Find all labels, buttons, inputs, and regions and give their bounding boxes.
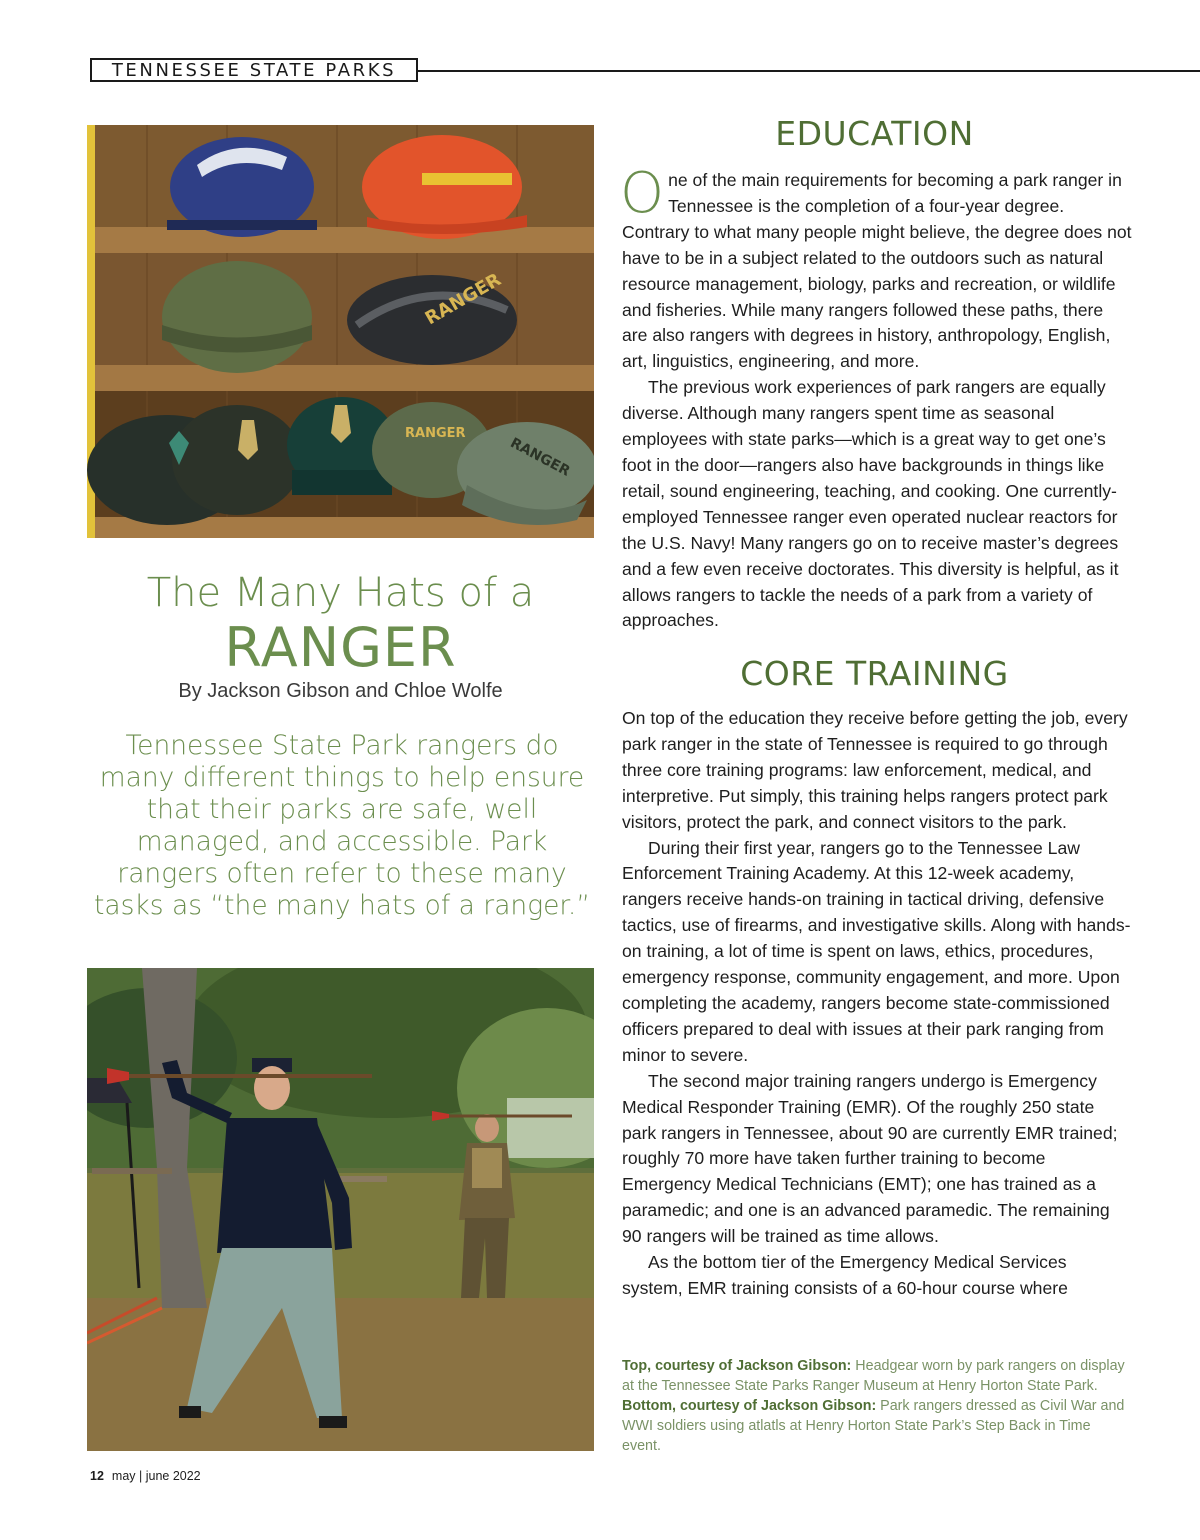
heading-core-training: CORE TRAINING: [740, 654, 1009, 693]
education-paragraph-2: The previous work experiences of park rangers are equally diverse. Although many rangers spent time as seasonal employees with state parks—which is a great way to get one’s foot in the door—rangers also have backgrounds in things like retail, sound engineering, teaching, and cooking. One currently-employed Tennessee ranger even operated nuclear reactors for the U.S. Navy! Many rangers go on to receive master’s degrees and a few even receive doctorates. This diversity is helpful, as it allows rangers to tackle the needs of a park from a variety of approaches.: [622, 377, 1119, 631]
core-training-paragraph-1: On top of the education they receive before getting the job, every park ranger in the state of Tennessee is required to go through three core training programs: law enforcement, medical, and interpretive. Put simply, this training helps rangers protect park visitors, protect the park, and connect visitors to the park.: [622, 708, 1128, 832]
photo-caption: [622, 1356, 1132, 1456]
pull-quote: Tennessee State Park rangers do many different things to help ensure that their parks are safe, well managed, and accessible. Park rangers often refer to these many tasks as “the many hats of a ranger.”: [93, 730, 591, 921]
page-folio: [90, 1469, 201, 1483]
article-title-line2: RANGER: [224, 616, 457, 679]
caption-top-credit: Top, courtesy of Jackson Gibson:: [622, 1358, 852, 1374]
photo-rangers-atlatl: [87, 968, 594, 1451]
issue-date: may | june 2022: [111, 1469, 201, 1483]
dropcap: O: [620, 161, 665, 226]
hat-label-cap: RANGER: [405, 426, 466, 441]
hat-label-helmet: RANGER: [421, 269, 505, 330]
core-training-paragraph-3: The second major training rangers undergo is Emergency Medical Responder Training (EMR). Of the roughly 250 state park rangers in Tennessee, about 90 are currently EMR trained; roughly 70 more have taken further training to become Emergency Medical Technicians (EMT); one has trained as a paramedic; and one is an advanced paramedic. The remaining 90 rangers will be trained as time allows.: [622, 1070, 1118, 1247]
caption-top-text: Headgear worn by park rangers on display at the Tennessee State Parks Ranger Museum at Henry Horton State Park.: [622, 1358, 1125, 1394]
core-training-paragraph-2: During their first year, rangers go to the Tennessee Law Enforcement Training Academy. At this 12-week academy, rangers receive hands-on training in tactical driving, defensive tactics, use of firearms, and investigative skills. Along with hands-on training, a lot of time is spent on laws, ethics, procedures, emergency response, community engagement, and more. Upon completing the academy, rangers become state-commissioned officers prepared to deal with issues at their park ranging from minor to severe.: [622, 837, 1131, 1065]
core-training-body: [622, 706, 1132, 1302]
article-title-line1: The Many Hats of a: [146, 570, 535, 616]
byline: By Jackson Gibson and Chloe Wolfe: [178, 680, 503, 702]
education-body: [620, 161, 1132, 634]
page-number: 12: [90, 1469, 104, 1483]
hat-label-cap-2: RANGER: [507, 435, 573, 480]
photo-ranger-headgear-shelves: [87, 125, 594, 538]
caption-bottom-text: Park rangers dressed as Civil War and WWI soldiers using atlatls at Henry Horton State Park’s Step Back in Time event.: [622, 1398, 1125, 1454]
education-paragraph-1-text: ne of the main requirements for becoming a park ranger in Tennessee is the completion of a four-year degree. Contrary to what many people might believe, the degree does not have to be in a subject related to the outdoors such as natural resource management, biology, parks and recreation, or wildlife and fisheries. While many rangers followed these paths, there are also rangers with degrees in history, anthropology, English, art, linguistics, engineering, and more.: [622, 170, 1132, 372]
caption-bottom-credit: Bottom, courtesy of Jackson Gibson:: [622, 1398, 877, 1414]
header-rule: [418, 70, 1200, 72]
section-label: TENNESSEE STATE PARKS: [90, 58, 418, 82]
heading-education: EDUCATION: [775, 114, 974, 153]
education-paragraph-1: [620, 161, 1132, 375]
core-training-paragraph-4: As the bottom tier of the Emergency Medical Services system, EMR training consists of a 60-hour course where: [622, 1252, 1068, 1298]
